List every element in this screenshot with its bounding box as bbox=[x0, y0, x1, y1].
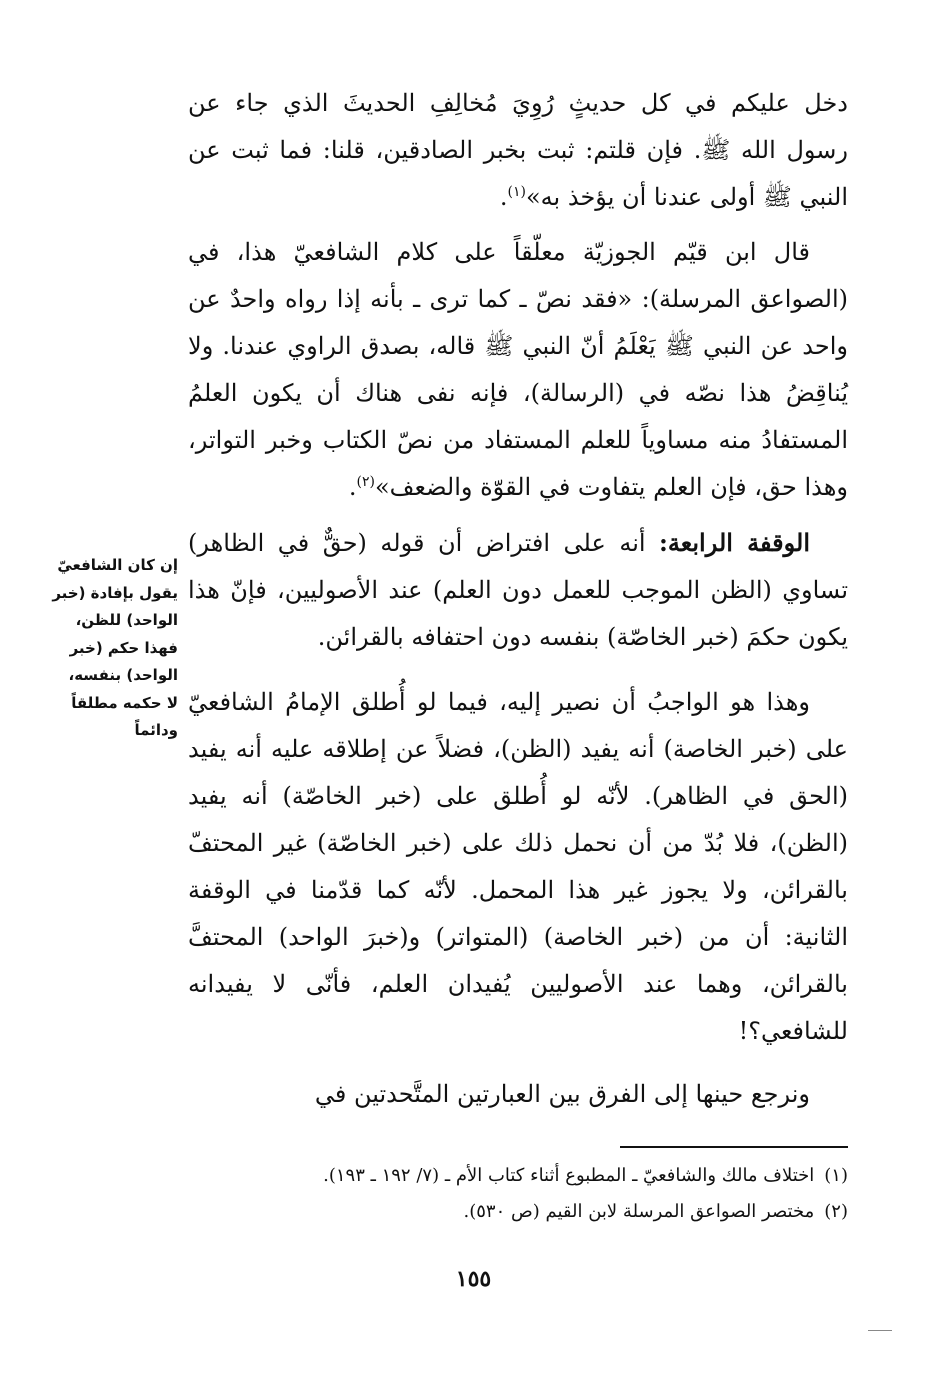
main-text bbox=[188, 80, 848, 1118]
paragraph-3-text: أنه على افتراض أن قوله (حقٌّ في الظاهر) تساوي (الظن الموجب للعمل دون العلم) عند الأصوليين، فإنّ هذا يكون حكمَ (خبر الخاصّة) بنفسه دون احتفافه بالقرائن. bbox=[188, 529, 848, 651]
margin-note-line: فهذا حكم (خبر bbox=[69, 638, 178, 657]
margin-note-line: الواحد) للظن، bbox=[75, 611, 178, 629]
paragraph-2-end: . bbox=[348, 473, 357, 501]
margin-note-line: ودائماً bbox=[134, 721, 178, 739]
paragraph-3 bbox=[188, 519, 848, 661]
paragraph-4-text: وهذا هو الواجبُ أن نصير إليه، فيما لو أُطلق الإمامُ الشافعيّ على (خبر الخاصة) أنه يفيد (الظن)، فضلاً عن إطلاقه عليه أنه يفيد (الحق في الظاهر). لأنّه لو أُطلق على (خبر الخاصّة) أنه يفيد (الظن)، فلا بُدّ من أن نحمل ذلك على (خبر الخاصّة) غير المحتفّ بالقرائن، ولا يجوز غير هذا المحمل. لأنّه كما قدّمنا في الوقفة الثانية: أن من (خبر الخاصة) (المتواتر) و(خبرَ الواحد) المحتفَّ بالقرائن، وهما عند الأصوليين يُفيدان العلم، فأنّى لا يفيدانه للشافعي؟! bbox=[188, 688, 848, 1045]
footnote-number: (١) bbox=[824, 1165, 848, 1186]
page-number: ١٥٥ bbox=[455, 1266, 492, 1292]
footnote-item bbox=[188, 1194, 848, 1230]
paragraph-5-text: ونرجع حينها إلى الفرق بين العبارتين المتَّحدتين في bbox=[314, 1080, 810, 1108]
margin-note-line: إن كان الشافعيّ bbox=[57, 556, 178, 574]
paragraph-4 bbox=[188, 679, 848, 1055]
paragraph-3-heading: الوقفة الرابعة: bbox=[659, 528, 811, 557]
paragraph-2-text: قال ابن قيّم الجوزيّة معلّقاً على كلام الشافعيّ هذا، في (الصواعق المرسلة): «فقد نصّ ـ كما ترى ـ بأنه إذا رواه واحدٌ عن واحد عن النبي ﷺ يَعْلَمُ أنّ النبي ﷺ قاله، بصدق الراوي عندنا. ولا يُناقِضُ هذا نصّه في (الرسالة)، فإنه نفى هناك أن يكون العلمُ المستفادُ منه مساوياً للعلم المستفاد من نصّ الكتاب وخبر التواتر، وهذا حق، فإن العلم يتفاوت في القوّة والضعف» bbox=[188, 238, 848, 501]
footnote-divider bbox=[620, 1146, 848, 1148]
footnote-number: (٢) bbox=[824, 1201, 848, 1222]
paragraph-1 bbox=[188, 80, 848, 221]
paragraph-2 bbox=[188, 229, 848, 511]
margin-note bbox=[14, 552, 178, 745]
footnotes bbox=[188, 1158, 848, 1230]
footnote-text: اختلاف مالك والشافعيّ ـ المطبوع أثناء كتاب الأم ـ (٧/ ١٩٢ ـ ١٩٣). bbox=[323, 1165, 815, 1186]
footnote-ref-2[interactable]: (٢) bbox=[356, 474, 375, 490]
paragraph-1-text: دخل عليكم في كل حديثٍ رُوِيَ مُخالِفِ الحديثَ الذي جاء عن رسول الله ﷺ. فإن قلتم: ثبت بخبر الصادقين، قلنا: فما ثبت عن النبي ﷺ أولى عندنا أن يؤخذ به» bbox=[188, 89, 848, 211]
footnote-ref-1[interactable]: (١) bbox=[507, 184, 526, 200]
paragraph-1-end: . bbox=[499, 183, 508, 211]
footnote-item bbox=[188, 1158, 848, 1194]
margin-note-line: لا حكمه مطلقاً bbox=[71, 693, 178, 712]
margin-note-line: الواحد) بنفسه، bbox=[68, 666, 178, 684]
scan-mark bbox=[868, 1330, 892, 1331]
paragraph-5 bbox=[188, 1071, 848, 1118]
margin-note-line: يقول بإفادة (خبر bbox=[52, 583, 178, 602]
footnote-text: مختصر الصواعق المرسلة لابن القيم (ص ٥٣٠). bbox=[463, 1201, 815, 1222]
